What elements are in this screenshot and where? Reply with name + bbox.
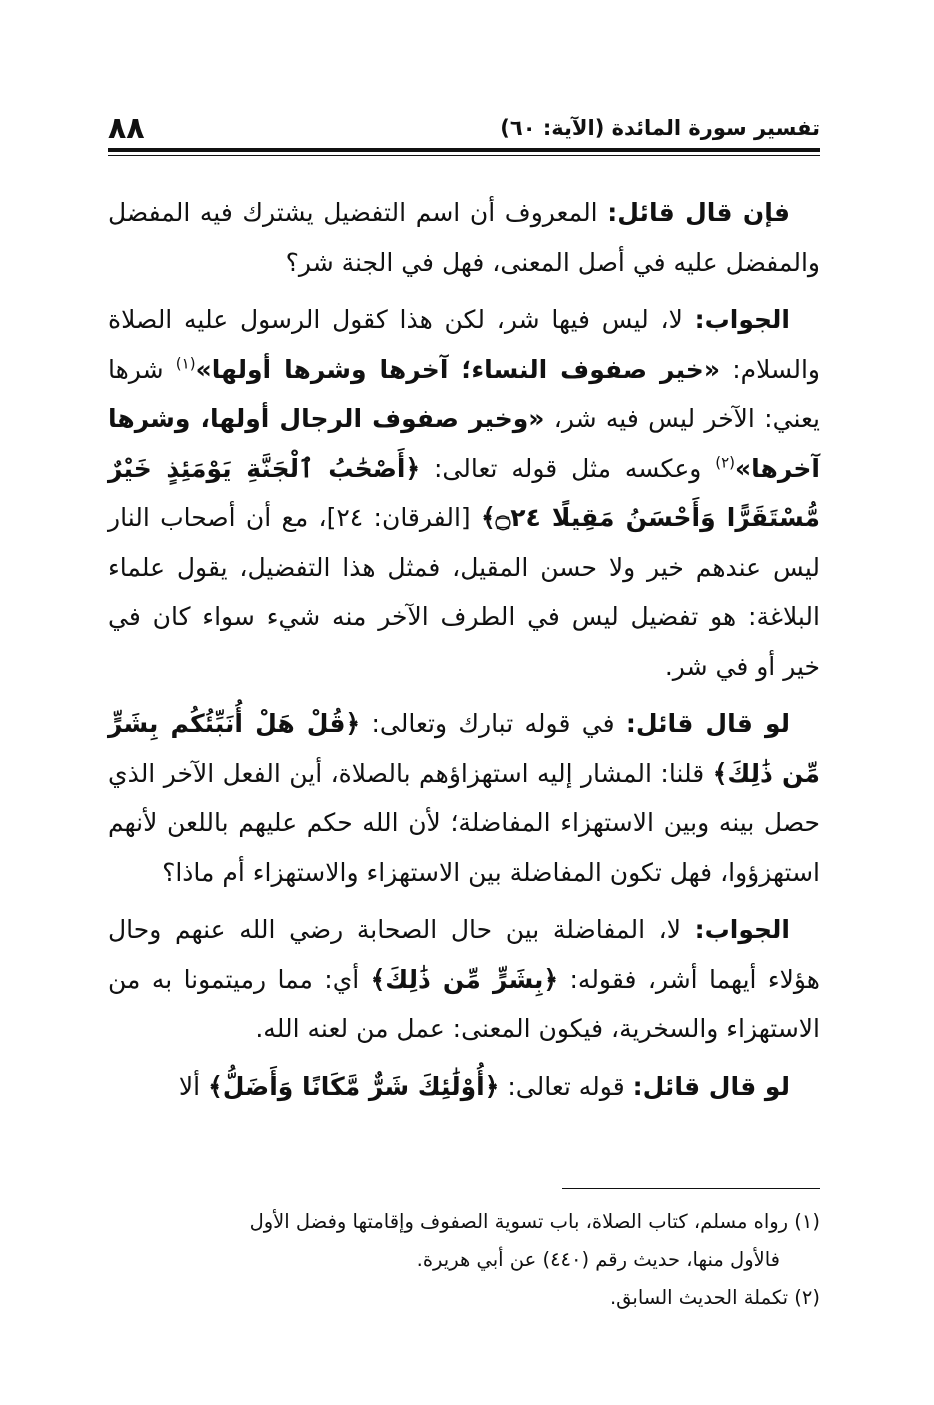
lead-phrase: لو قال قائل:: [632, 1071, 790, 1101]
paragraph-text: أي: مما رميتمونا به من الاستهزاء والسخرية، فيكون المعنى: عمل من لعنه الله.: [108, 964, 820, 1043]
header-rule-thin: [108, 155, 820, 156]
footnote-1-continued: فالأول منها، حديث رقم (٤٤٠) عن أبي هريرة.: [416, 1248, 780, 1271]
paragraph-answer-2: [108, 905, 820, 1054]
footnote-2: [108, 1279, 820, 1317]
footnotes: [108, 1203, 820, 1317]
paragraph-text: شرها يعني: الآخر ليس فيه شر،: [108, 354, 821, 433]
hadith-quote: «خير صفوف النساء؛ آخرها وشرها أولها»: [195, 354, 720, 384]
footnote-number: (٢): [794, 1286, 820, 1309]
body-text: [108, 188, 820, 1119]
footnote-1: [108, 1203, 820, 1241]
paragraph-text: قلنا: المشار إليه استهزاؤهم بالصلاة، أين الفعل الآخر الذي حصل بينه وبين الاستهزاء المفاضلة؛ لأن الله حكم عليهم باللعن لأنهم استهزؤوا، فهل تكون المفاضلة بين الاستهزاء والاستهزاء أم ماذا؟: [108, 758, 820, 887]
header-rule-thick: [108, 148, 820, 152]
quran-quote: ﴿قُلْ هَلْ أُنَبِّئُكُم بِشَرٍّ مِّن ذَٰلِكَ﴾: [108, 709, 821, 788]
footnote-marker: (١): [175, 354, 196, 373]
footnote-marker: (٢): [715, 453, 735, 472]
page-number: ٨٨: [108, 110, 145, 146]
footnote-number: (١): [794, 1210, 820, 1233]
paragraph-text: لا، ليس فيها شر، لكن هذا كقول الرسول عليه الصلاة والسلام:: [108, 305, 820, 384]
paragraph-text: وعكسه مثل قوله تعالى:: [420, 453, 716, 483]
paragraph-question-1: [108, 188, 820, 287]
lead-phrase: لو قال قائل:: [625, 709, 791, 738]
quran-quote: ﴿بِشَرٍّ مِّن ذَٰلِكَ﴾: [370, 964, 559, 994]
lead-phrase: فإن قال قائل:: [607, 198, 790, 227]
lead-phrase: الجواب:: [694, 915, 790, 944]
paragraph-text: قوله تعالى:: [499, 1071, 633, 1101]
paragraph-question-2: [108, 699, 820, 897]
footnote-text: رواه مسلم، كتاب الصلاة، باب تسوية الصفوف وإقامتها وفضل الأول: [249, 1210, 795, 1233]
paragraph-text: المعروف أن اسم التفضيل يشترك فيه المفضل والمفضل عليه في أصل المعنى، فهل في الجنة شر؟: [108, 198, 820, 277]
paragraph-answer-1: [108, 295, 820, 691]
paragraph-text: ألا: [178, 1071, 209, 1101]
paragraph-text: في قوله تبارك وتعالى:: [360, 709, 626, 738]
footnote-separator: [562, 1188, 820, 1189]
page-header: [108, 110, 820, 146]
paragraph-text: [الفرقان: ٢٤]، مع أن أصحاب النار ليس عندهم خير ولا حسن المقيل، فمثل هذا التفضيل، يقول علماء البلاغة: هو تفضيل ليس في الطرف الآخر منه شيء سواء كان في خير أو في شر.: [108, 503, 820, 681]
quran-quote: ﴿أَصْحَٰبُ ٱلْجَنَّةِ يَوْمَئِذٍ خَيْرٌ مُّسْتَقَرًّا وَأَحْسَنُ مَقِيلًا ۝٢٤﴾: [108, 453, 820, 532]
lead-phrase: الجواب:: [694, 305, 790, 334]
quran-quote: ﴿أُوْلَٰئِكَ شَرٌّ مَّكَانًا وَأَضَلُّ﴾: [208, 1071, 500, 1101]
running-title: تفسير سورة المائدة (الآية: ٦٠): [500, 116, 820, 140]
hadith-quote: «وخير صفوف الرجال أولها، وشرها آخرها»: [108, 404, 820, 483]
paragraph-text: لا، المفاضلة بين حال الصحابة رضي الله عنهم وحال هؤلاء أيهما أشر، فقوله:: [108, 915, 820, 994]
paragraph-question-3: [108, 1062, 820, 1112]
footnote-text: تكملة الحديث السابق.: [609, 1286, 795, 1309]
